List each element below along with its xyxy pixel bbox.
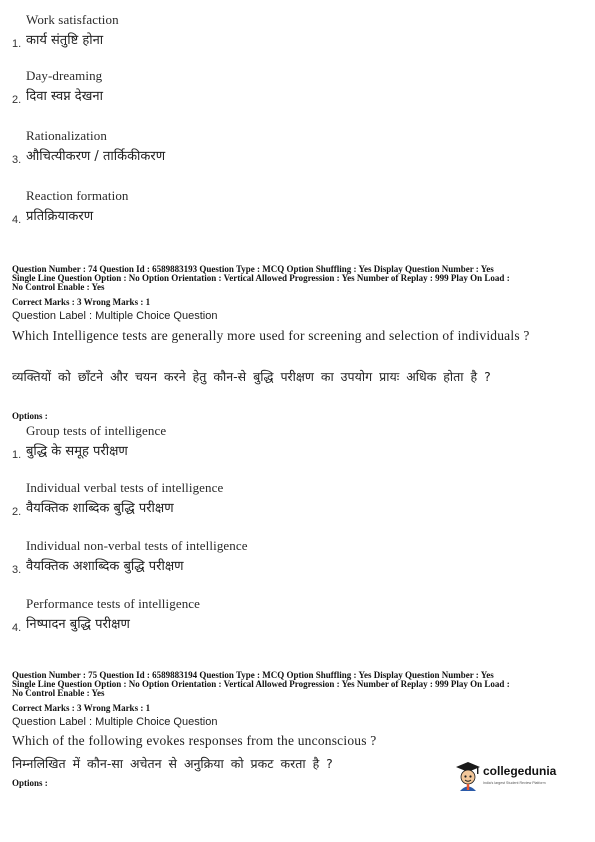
q75-metadata [12,671,582,698]
q74-option-2[interactable] [12,480,572,526]
q75-question-text-en: Which of the following evokes responses from the unconscious ? [12,733,377,748]
q74-question-text-en: Which Intelligence tests are generally more used for screening and selection of individuals ? [12,328,530,343]
meta-line: Single Line Question Option : No Option Orientation : Vertical Allowed Progression : Yes Number of Replay : 999 Play On Load : [12,679,510,689]
q74-option-1[interactable] [12,423,572,469]
q75-options-label: Options : [12,778,48,788]
meta-line: Question Number : 74 Question Id : 6589883193 Question Type : MCQ Option Shuffling : Yes Display Question Number : Yes [12,264,494,274]
q74-option-4[interactable] [12,596,572,642]
q74-question-text-hi: व्यक्तियों को छाँटने और चयन करने हेतु कौन-से बुद्धि परीक्षण का उपयोग प्रायः अधिक होता है ? [12,369,491,384]
meta-line: Single Line Question Option : No Option Orientation : Vertical Allowed Progression : Yes Number of Replay : 999 Play On Load : [12,273,510,283]
logo-wordmark: collegedunia [483,764,557,778]
q73-option-4[interactable] [12,188,572,234]
option-text-en: Rationalization [26,128,107,143]
q75-marks: Correct Marks : 3 Wrong Marks : 1 [12,703,151,713]
option-number: 4. [12,622,22,634]
q73-option-2[interactable] [12,68,572,114]
q74-metadata [12,265,582,292]
option-text-hi: औचित्यीकरण / तार्किकीकरण [26,149,166,164]
option-text-en: Work satisfaction [26,12,119,27]
graduate-mascot-icon [455,760,481,792]
logo-tagline: India's largest Student Review Platform [483,781,546,785]
option-text-hi: वैयक्तिक अशाब्दिक बुद्धि परीक्षण [26,559,184,574]
meta-line: Question Number : 75 Question Id : 6589883194 Question Type : MCQ Option Shuffling : Yes Display Question Number : Yes [12,670,494,680]
q74-option-3[interactable] [12,538,572,584]
option-text-hi: दिवा स्वप्न देखना [26,89,103,104]
option-text-en: Day-dreaming [26,68,103,83]
option-text-hi: प्रतिक्रियाकरण [26,209,94,224]
option-number: 2. [12,94,22,106]
option-text-hi: वैयक्तिक शाब्दिक बुद्धि परीक्षण [26,501,174,516]
option-number: 2. [12,506,22,518]
q74-marks: Correct Marks : 3 Wrong Marks : 1 [12,297,151,307]
meta-line: No Control Enable : Yes [12,282,105,292]
option-text-hi: बुद्धि के समूह परीक्षण [26,444,128,459]
option-number: 4. [12,214,22,226]
option-number: 3. [12,564,22,576]
option-text-en: Performance tests of intelligence [26,596,201,611]
meta-line: No Control Enable : Yes [12,688,105,698]
q73-option-1[interactable] [12,12,572,58]
q75-question-label: Question Label : Multiple Choice Question [12,716,218,728]
q73-option-3[interactable] [12,128,572,174]
option-number: 3. [12,154,22,166]
option-text-en: Reaction formation [26,188,129,203]
q74-options-label: Options : [12,411,48,421]
option-text-en: Group tests of intelligence [26,423,167,438]
collegedunia-logo [455,760,575,794]
option-text-en: Individual verbal tests of intelligence [26,480,224,495]
q75-question-text-hi: निम्नलिखित में कौन-सा अचेतन से अनुक्रिया को प्रकट करता है ? [12,756,333,771]
option-text-en: Individual non-verbal tests of intelligence [26,538,248,553]
option-number: 1. [12,38,22,50]
q74-question-label: Question Label : Multiple Choice Question [12,310,218,322]
option-text-hi: निष्पादन बुद्धि परीक्षण [26,617,130,632]
option-number: 1. [12,449,22,461]
option-text-hi: कार्य संतुष्टि होना [26,33,104,48]
